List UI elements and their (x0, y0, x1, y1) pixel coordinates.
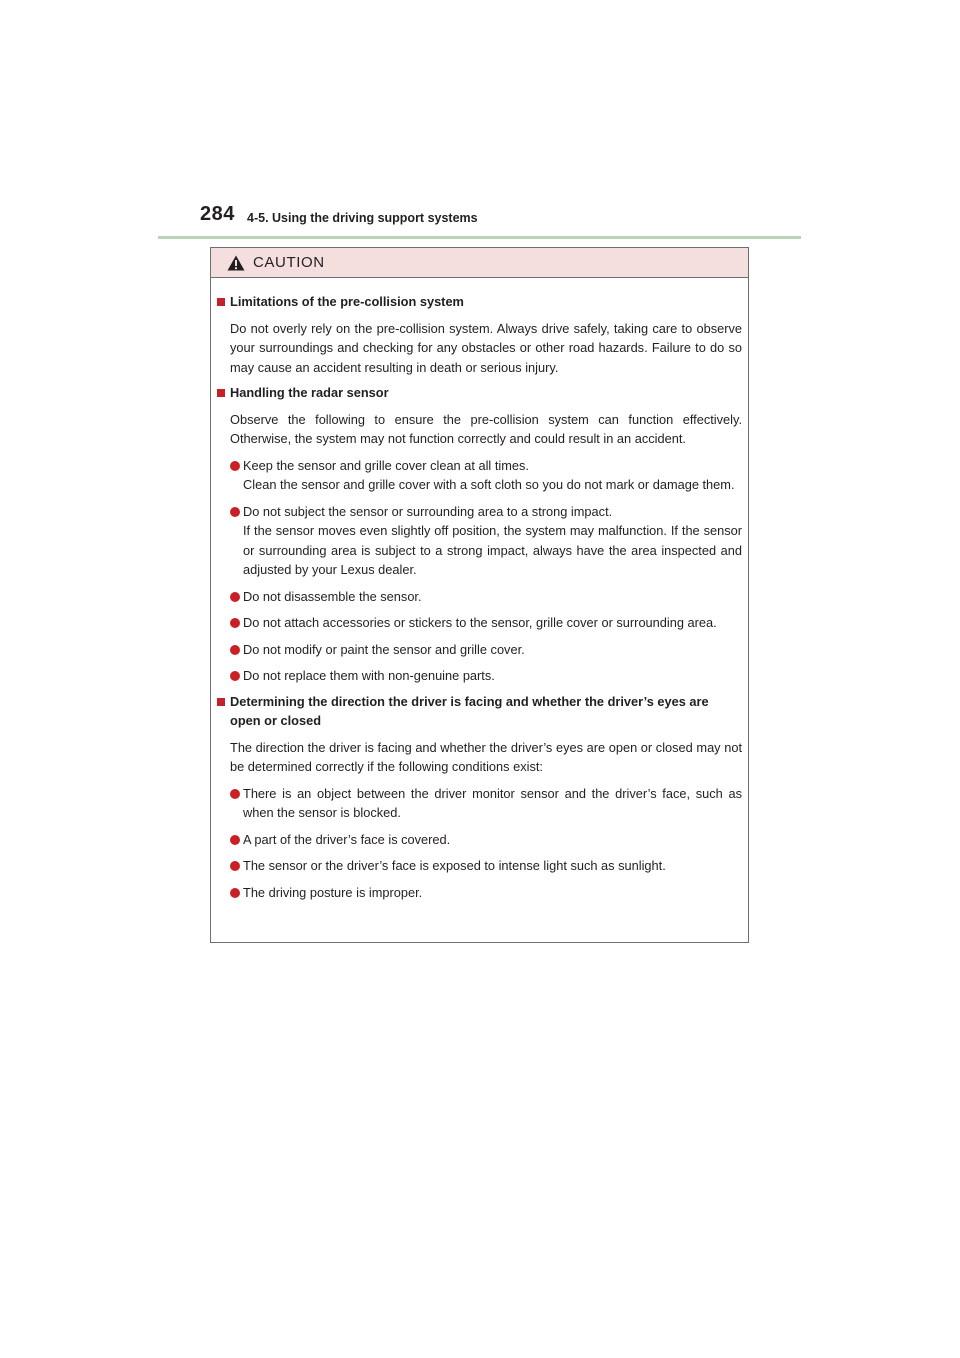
section-heading: Limitations of the pre-collision system (217, 292, 742, 312)
caution-box (210, 247, 749, 943)
list-item: Do not replace them with non-genuine parts. (217, 666, 742, 686)
circle-bullet-icon (230, 861, 240, 871)
circle-bullet-icon (230, 835, 240, 845)
page-number: 284 (200, 203, 235, 225)
warning-triangle-icon (227, 255, 245, 271)
list-item: There is an object between the driver monitor sensor and the driver’s face, such as when the sensor is blocked. (217, 784, 742, 823)
page-header (158, 200, 801, 239)
square-bullet-icon (217, 298, 225, 306)
circle-bullet-icon (230, 618, 240, 628)
circle-bullet-icon (230, 789, 240, 799)
section-heading: Handling the radar sensor (217, 383, 742, 403)
circle-bullet-icon (230, 507, 240, 517)
section-text: Observe the following to ensure the pre-collision system can function effectively. Otherwise, the system may not function correctly and could result in an accident. (230, 411, 742, 446)
list-item: Do not modify or paint the sensor and grille cover. (217, 640, 742, 660)
caution-label: CAUTION (253, 254, 325, 271)
caution-header (211, 248, 748, 278)
list-item: The sensor or the driver’s face is exposed to intense light such as sunlight. (217, 856, 742, 876)
list-item: A part of the driver’s face is covered. (217, 830, 742, 850)
circle-bullet-icon (230, 645, 240, 655)
list-item: Do not attach accessories or stickers to the sensor, grille cover or surrounding area. (217, 613, 742, 633)
caution-body (211, 278, 748, 902)
list-item: Keep the sensor and grille cover clean at all times. Clean the sensor and grille cover with a soft cloth so you do not mark or damage them. (217, 456, 742, 495)
circle-bullet-icon (230, 592, 240, 602)
list-item: The driving posture is improper. (217, 883, 742, 903)
circle-bullet-icon (230, 461, 240, 471)
section-heading: Determining the direction the driver is facing and whether the driver’s eyes are open or closed (217, 692, 742, 731)
circle-bullet-icon (230, 671, 240, 681)
list-item: Do not disassemble the sensor. (217, 587, 742, 607)
section-title: 4-5. Using the driving support systems (247, 211, 478, 225)
list-item: Do not subject the sensor or surrounding area to a strong impact. If the sensor moves even slightly off position, the system may malfunction. If the sensor or surrounding area is subject to a strong impact, always have the area inspected and adjusted by your Lexus dealer. (217, 502, 742, 580)
square-bullet-icon (217, 389, 225, 397)
square-bullet-icon (217, 698, 225, 706)
section-text: Do not overly rely on the pre-collision system. Always drive safely, taking care to observe your surroundings and checking for any obstacles or other road hazards. Failure to do so may cause an accident resulting in death or serious injury. (230, 320, 742, 375)
circle-bullet-icon (230, 888, 240, 898)
section-text: The direction the driver is facing and whether the driver’s eyes are open or closed may not be determined correctly if the following conditions exist: (230, 739, 742, 774)
